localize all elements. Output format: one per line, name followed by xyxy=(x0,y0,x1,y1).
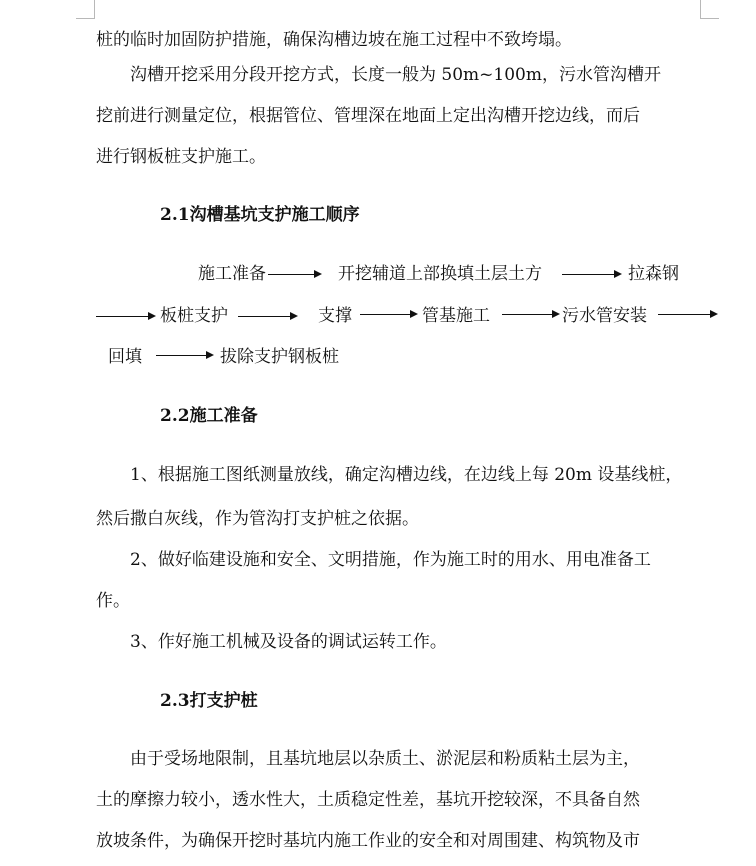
flow-arrow xyxy=(238,316,296,317)
paragraph-line: 由于受场地限制，且基坑地层以杂质土、淤泥层和粉质粘土层为主， xyxy=(130,749,640,769)
list-item-line: 然后撒白灰线，作为管沟打支护桩之依据。 xyxy=(96,509,419,529)
margin-corner-mark-left xyxy=(76,0,95,19)
flow-step-remove: 拔除支护钢板桩 xyxy=(220,347,339,367)
paragraph-line: 沟槽开挖采用分段开挖方式，长度一般为 50m~100m，污水管沟槽开 xyxy=(130,65,661,85)
list-item-line: 1、根据施工图纸测量放线，确定沟槽边线，在边线上每 20m 设基线桩， xyxy=(130,465,683,485)
flow-step-pipeinstall: 污水管安装 xyxy=(562,306,647,326)
flow-step-prepare: 施工准备 xyxy=(198,264,266,284)
list-item-line: 作。 xyxy=(96,591,130,611)
paragraph-line: 土的摩擦力较小，透水性大，土质稳定性差，基坑开挖较深，不具备自然 xyxy=(96,790,640,810)
section-heading-2-2: 2.2施工准备 xyxy=(160,406,258,426)
paragraph-line: 挖前进行测量定位，根据管位、管埋深在地面上定出沟槽开挖边线，而后 xyxy=(96,106,640,126)
list-item-line: 2、做好临建设施和安全、文明措施，作为施工时的用水、用电准备工 xyxy=(130,550,651,570)
flow-arrow xyxy=(658,314,716,315)
paragraph-line: 桩的临时加固防护措施，确保沟槽边坡在施工过程中不致垮塌。 xyxy=(96,30,572,50)
flow-arrow xyxy=(156,355,212,356)
flow-step-support: 支撑 xyxy=(318,306,352,326)
flow-step-backfill: 回填 xyxy=(108,347,142,367)
paragraph-line: 放坡条件，为确保开挖时基坑内施工作业的安全和对周围建、构筑物及市 xyxy=(96,831,640,851)
flow-arrow xyxy=(268,274,320,275)
section-heading-2-3: 2.3打支护桩 xyxy=(160,691,258,711)
flow-arrow xyxy=(502,314,558,315)
section-heading-2-1: 2.1沟槽基坑支护施工顺序 xyxy=(160,205,360,225)
flow-step-pipebase: 管基施工 xyxy=(422,306,490,326)
flow-step-sheetpile: 板桩支护 xyxy=(160,306,228,326)
list-item-line: 3、作好施工机械及设备的调试运转工作。 xyxy=(130,632,447,652)
margin-corner-mark-right xyxy=(700,0,719,19)
flow-arrow xyxy=(562,274,620,275)
flow-step-larsen: 拉森钢 xyxy=(628,264,679,284)
flow-step-excavate: 开挖辅道上部换填土层土方 xyxy=(338,264,542,284)
flow-arrow xyxy=(360,314,416,315)
flow-arrow xyxy=(96,316,154,317)
paragraph-line: 进行钢板桩支护施工。 xyxy=(96,147,266,167)
